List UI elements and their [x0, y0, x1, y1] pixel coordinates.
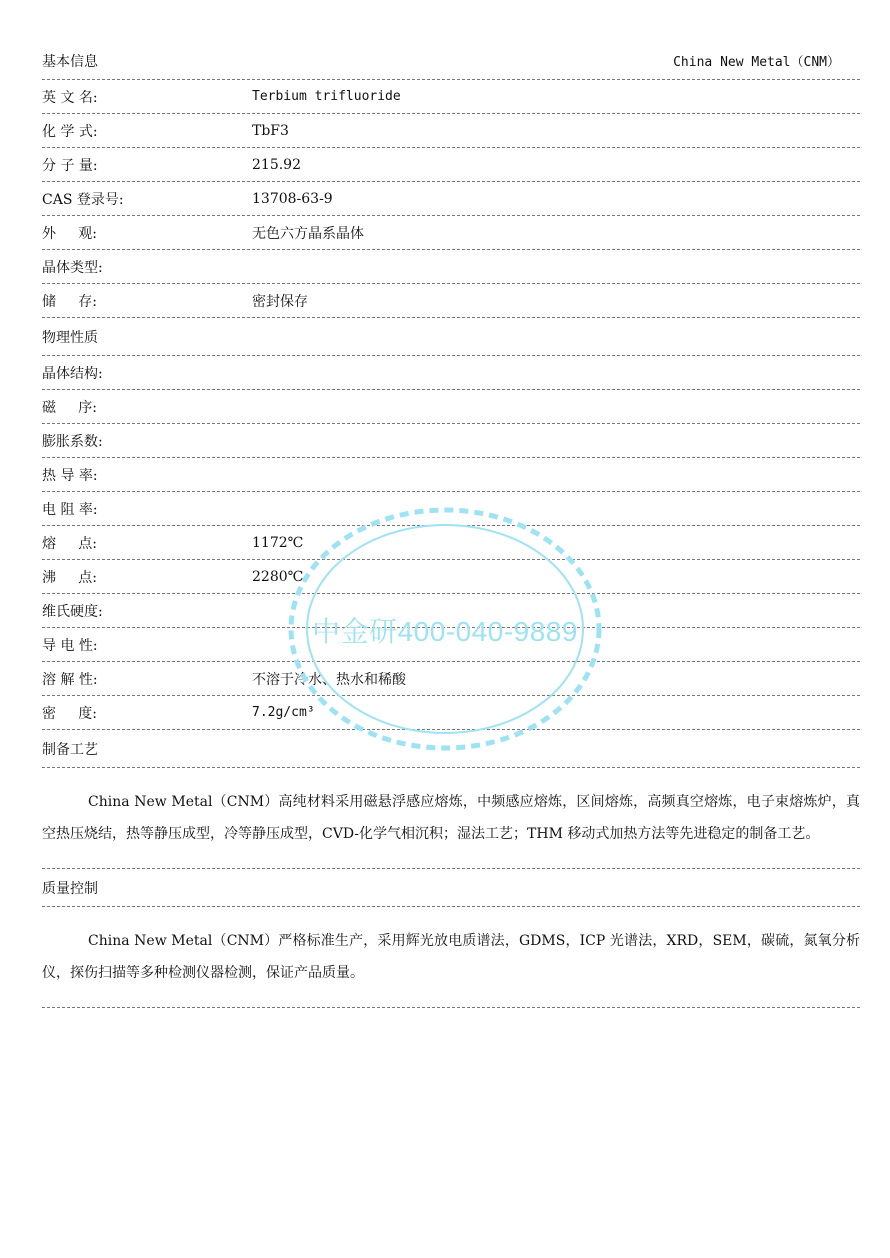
property-value: 不溶于冷水、热水和稀酸 — [252, 671, 406, 688]
info-label: 分 子 量: — [42, 157, 98, 174]
info-row — [42, 284, 860, 318]
property-label: 晶体结构: — [42, 365, 103, 382]
info-label: 外 观: — [42, 225, 97, 242]
page-title: 基本信息 — [42, 53, 98, 70]
property-value: 2280℃ — [252, 568, 304, 585]
section-title-quality — [42, 869, 860, 907]
property-label: 膨胀系数: — [42, 433, 103, 450]
document-page — [42, 0, 860, 1008]
property-row — [42, 424, 860, 458]
info-label: CAS 登录号: — [42, 191, 124, 208]
property-row — [42, 356, 860, 390]
property-label: 沸 点: — [42, 569, 97, 586]
info-label: 储 存: — [42, 293, 97, 310]
quality-block — [42, 907, 860, 1008]
info-row — [42, 250, 860, 284]
info-label: 化 学 式: — [42, 123, 98, 140]
section-heading: 物理性质 — [42, 329, 98, 346]
property-label: 热 导 率: — [42, 467, 98, 484]
info-value: 215.92 — [252, 156, 301, 173]
property-label: 溶 解 性: — [42, 671, 98, 688]
info-row — [42, 182, 860, 216]
property-label: 维氏硬度: — [42, 603, 103, 620]
info-row — [42, 80, 860, 114]
preparation-block — [42, 768, 860, 869]
info-label: 英 文 名: — [42, 89, 98, 106]
section-title-physical — [42, 318, 860, 356]
brand-label: China New Metal（CNM） — [673, 55, 840, 70]
property-value: 7.2g/cm³ — [252, 705, 315, 720]
property-label: 密 度: — [42, 705, 97, 722]
section-title-preparation — [42, 730, 860, 768]
info-value: 密封保存 — [252, 293, 308, 310]
section-heading: 制备工艺 — [42, 741, 98, 758]
property-label: 电 阻 率: — [42, 501, 98, 518]
section-heading: 质量控制 — [42, 880, 98, 897]
info-value: TbF3 — [252, 122, 289, 139]
property-row — [42, 628, 860, 662]
property-row — [42, 696, 860, 730]
property-label: 导 电 性: — [42, 637, 98, 654]
document-header — [42, 42, 860, 80]
property-row — [42, 662, 860, 696]
property-row — [42, 390, 860, 424]
watermark-text: 中金研400-040-9889 — [312, 616, 578, 647]
info-value: 无色六方晶系晶体 — [252, 225, 364, 242]
property-row — [42, 560, 860, 594]
property-label: 熔 点: — [42, 535, 97, 552]
info-value: 13708-63-9 — [252, 190, 333, 207]
info-row — [42, 148, 860, 182]
property-value: 1172℃ — [252, 534, 304, 551]
physical-properties-list — [42, 356, 860, 730]
preparation-text: China New Metal（CNM）高纯材料采用磁悬浮感应熔炼，中频感应熔炼，区间熔炼，高频真空熔炼，电子束熔炼炉，真空热压烧结，热等静压成型，冷等静压成型，CVD-化学气相沉积；湿法工艺；THM 移动式加热方法等先进稳定的制备工艺。 — [42, 794, 860, 842]
info-label: 晶体类型: — [42, 259, 103, 276]
quality-text: China New Metal（CNM）严格标准生产，采用辉光放电质谱法，GDMS，ICP 光谱法，XRD，SEM，碳硫，氮氧分析仪，探伤扫描等多种检测仪器检测，保证产品质量。 — [42, 933, 860, 981]
property-row — [42, 458, 860, 492]
basic-info-list — [42, 80, 860, 318]
property-row — [42, 492, 860, 526]
property-row — [42, 526, 860, 560]
property-label: 磁 序: — [42, 399, 97, 416]
info-row — [42, 216, 860, 250]
property-row — [42, 594, 860, 628]
info-row — [42, 114, 860, 148]
info-value: Terbium trifluoride — [252, 89, 401, 104]
